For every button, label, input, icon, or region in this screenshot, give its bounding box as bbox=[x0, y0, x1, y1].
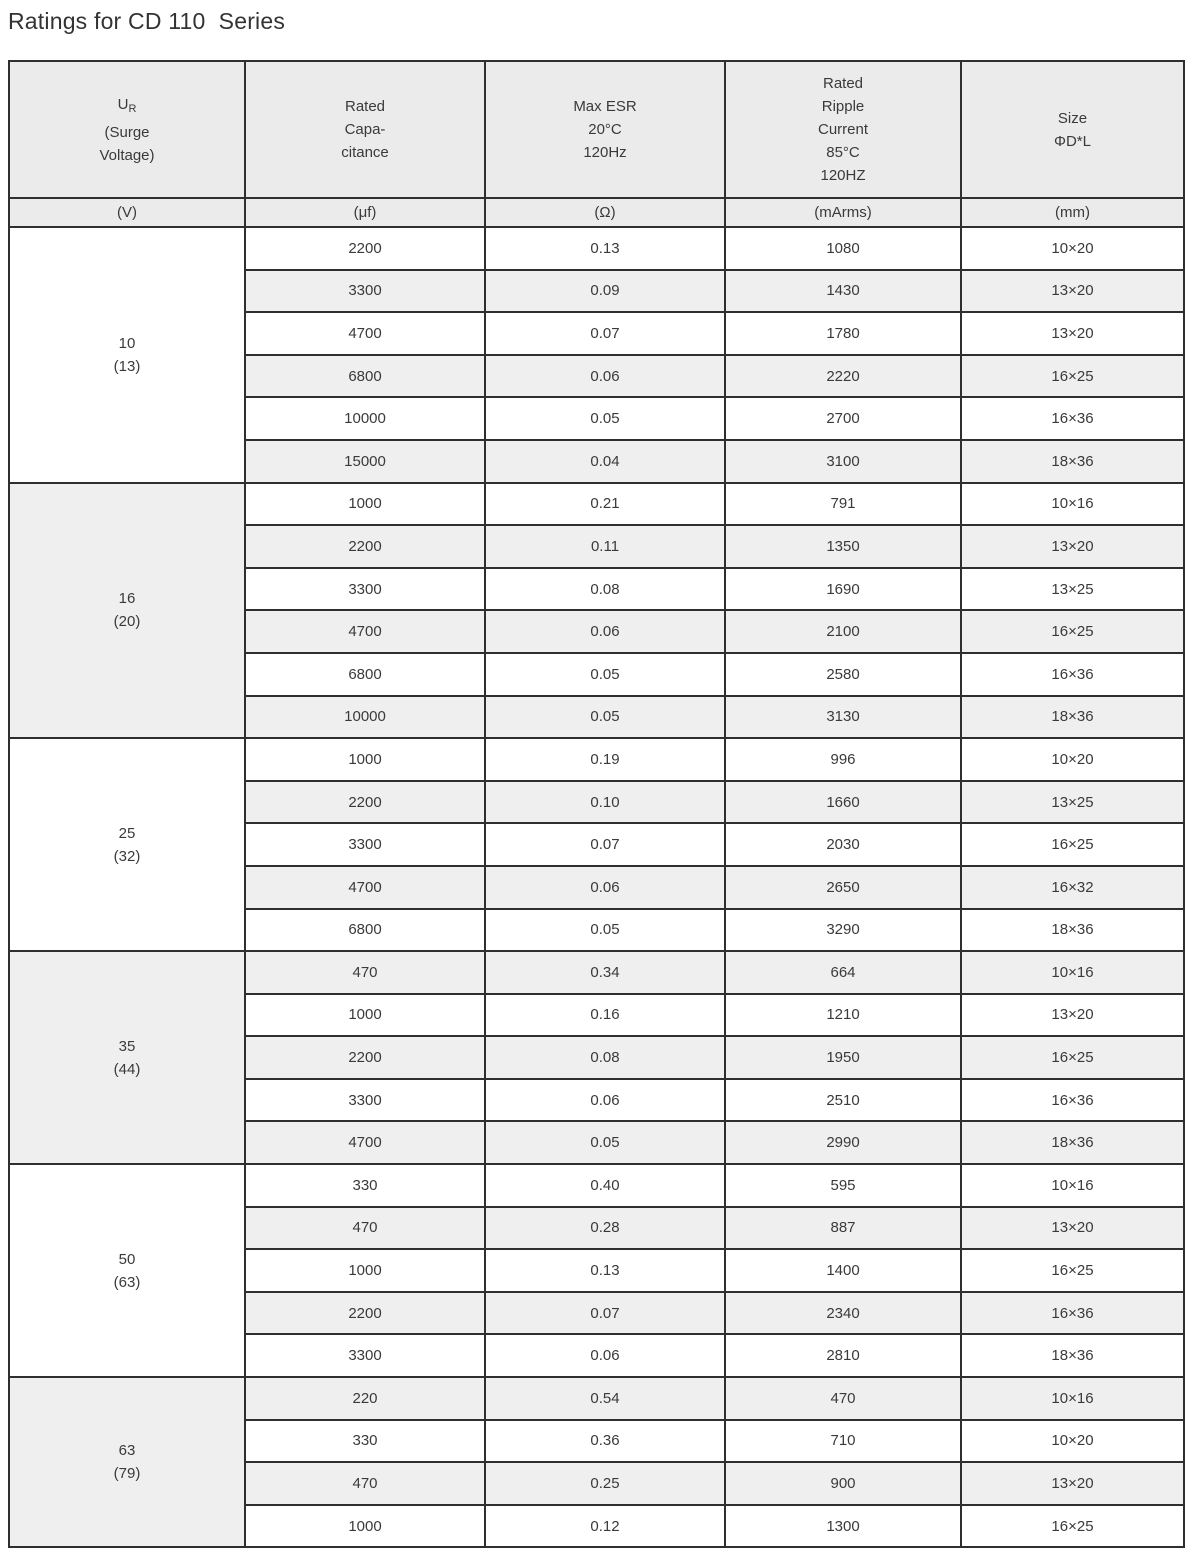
voltage-group-cell bbox=[9, 738, 245, 951]
table-row bbox=[9, 1164, 1184, 1207]
size-cell: 16×25 bbox=[961, 823, 1184, 866]
voltage-header-line: (Surge bbox=[104, 123, 150, 141]
capacitance-header-line: citance bbox=[341, 144, 389, 161]
header-row bbox=[9, 61, 1184, 198]
esr-cell: 0.13 bbox=[485, 1249, 725, 1292]
capacitance-cell: 470 bbox=[245, 1207, 485, 1250]
table-header bbox=[9, 61, 1184, 227]
ripple-header-line: 120HZ bbox=[820, 167, 866, 184]
size-header-line: ΦD*L bbox=[1054, 132, 1091, 150]
voltage-group-cell bbox=[9, 1164, 245, 1377]
table-body bbox=[9, 227, 1184, 1547]
size-cell: 18×36 bbox=[961, 696, 1184, 739]
size-cell: 13×25 bbox=[961, 568, 1184, 611]
esr-cell: 0.05 bbox=[485, 909, 725, 952]
esr-cell: 0.05 bbox=[485, 1121, 725, 1164]
ripple-cell: 1300 bbox=[725, 1505, 961, 1548]
voltage-value: 63 bbox=[118, 1442, 136, 1460]
size-cell: 13×20 bbox=[961, 994, 1184, 1037]
ripple-cell: 900 bbox=[725, 1462, 961, 1505]
esr-cell: 0.05 bbox=[485, 696, 725, 739]
size-cell: 16×32 bbox=[961, 866, 1184, 909]
esr-cell: 0.12 bbox=[485, 1505, 725, 1548]
size-cell: 10×16 bbox=[961, 483, 1184, 526]
ripple-cell: 710 bbox=[725, 1420, 961, 1463]
voltage-header-line: Voltage) bbox=[99, 146, 155, 164]
ripple-cell: 791 bbox=[725, 483, 961, 526]
esr-header-line: Max ESR bbox=[573, 98, 637, 115]
esr-cell: 0.40 bbox=[485, 1164, 725, 1207]
size-header-line: Size bbox=[1057, 109, 1088, 127]
ripple-cell: 996 bbox=[725, 738, 961, 781]
esr-cell: 0.05 bbox=[485, 653, 725, 696]
esr-cell: 0.06 bbox=[485, 355, 725, 398]
ripple-cell: 1690 bbox=[725, 568, 961, 611]
size-cell: 13×20 bbox=[961, 525, 1184, 568]
capacitance-cell: 1000 bbox=[245, 1505, 485, 1548]
ratings-table bbox=[8, 60, 1185, 1548]
table-row bbox=[9, 227, 1184, 270]
capacitance-cell: 470 bbox=[245, 1462, 485, 1505]
esr-cell: 0.25 bbox=[485, 1462, 725, 1505]
capacitance-cell: 6800 bbox=[245, 355, 485, 398]
ripple-cell: 3100 bbox=[725, 440, 961, 483]
size-cell: 13×20 bbox=[961, 1462, 1184, 1505]
surge-voltage-value: (32) bbox=[113, 847, 141, 865]
capacitance-cell: 1000 bbox=[245, 1249, 485, 1292]
ripple-cell: 3130 bbox=[725, 696, 961, 739]
ripple-cell: 3290 bbox=[725, 909, 961, 952]
surge-voltage-value: (20) bbox=[113, 613, 141, 631]
ripple-cell: 2340 bbox=[725, 1292, 961, 1335]
ripple-cell: 2100 bbox=[725, 610, 961, 653]
capacitance-cell: 4700 bbox=[245, 1121, 485, 1164]
capacitance-cell: 2200 bbox=[245, 781, 485, 824]
esr-cell: 0.09 bbox=[485, 270, 725, 313]
capacitance-cell: 3300 bbox=[245, 270, 485, 313]
size-cell: 16×25 bbox=[961, 610, 1184, 653]
size-unit-cell: (mm) bbox=[961, 198, 1184, 227]
size-cell: 16×25 bbox=[961, 355, 1184, 398]
ripple-header-line: Ripple bbox=[821, 98, 865, 115]
voltage-group-cell bbox=[9, 951, 245, 1164]
voltage-group-cell bbox=[9, 1377, 245, 1547]
voltage-value: 35 bbox=[118, 1037, 136, 1055]
size-cell: 16×25 bbox=[961, 1249, 1184, 1292]
voltage-symbol: $U_R$ bbox=[117, 95, 137, 115]
capacitance-header-line: Rated bbox=[344, 98, 386, 115]
ripple-header-line: Current bbox=[817, 121, 869, 138]
capacitance-cell: 3300 bbox=[245, 1079, 485, 1122]
esr-cell: 0.16 bbox=[485, 994, 725, 1037]
esr-cell: 0.07 bbox=[485, 312, 725, 355]
ripple-cell: 2510 bbox=[725, 1079, 961, 1122]
voltage-header-cell bbox=[9, 61, 245, 198]
size-cell: 18×36 bbox=[961, 440, 1184, 483]
esr-cell: 0.19 bbox=[485, 738, 725, 781]
units-row bbox=[9, 198, 1184, 227]
size-cell: 18×36 bbox=[961, 1334, 1184, 1377]
size-cell: 16×36 bbox=[961, 1292, 1184, 1335]
ripple-cell: 2650 bbox=[725, 866, 961, 909]
capacitance-header-cell bbox=[245, 61, 485, 198]
ripple-cell: 1780 bbox=[725, 312, 961, 355]
size-cell: 13×20 bbox=[961, 1207, 1184, 1250]
page-title: Ratings for CD 110 Series bbox=[8, 8, 286, 34]
capacitance-cell: 1000 bbox=[245, 994, 485, 1037]
ripple-header-line: 85°C bbox=[826, 144, 860, 161]
size-cell: 18×36 bbox=[961, 1121, 1184, 1164]
esr-cell: 0.08 bbox=[485, 568, 725, 611]
capacitance-cell: 10000 bbox=[245, 696, 485, 739]
ripple-cell: 1950 bbox=[725, 1036, 961, 1079]
ripple-header-line: Rated bbox=[822, 75, 864, 92]
size-cell: 13×20 bbox=[961, 312, 1184, 355]
esr-cell: 0.34 bbox=[485, 951, 725, 994]
capacitance-cell: 220 bbox=[245, 1377, 485, 1420]
esr-cell: 0.06 bbox=[485, 1334, 725, 1377]
esr-cell: 0.28 bbox=[485, 1207, 725, 1250]
ripple-cell: 1400 bbox=[725, 1249, 961, 1292]
size-cell: 16×36 bbox=[961, 653, 1184, 696]
capacitance-cell: 2200 bbox=[245, 1036, 485, 1079]
ripple-cell: 2220 bbox=[725, 355, 961, 398]
surge-voltage-value: (13) bbox=[113, 357, 141, 375]
esr-cell: 0.54 bbox=[485, 1377, 725, 1420]
ripple-cell: 1210 bbox=[725, 994, 961, 1037]
esr-cell: 0.10 bbox=[485, 781, 725, 824]
esr-cell: 0.21 bbox=[485, 483, 725, 526]
surge-voltage-value: (79) bbox=[113, 1465, 141, 1483]
capacitance-cell: 15000 bbox=[245, 440, 485, 483]
size-cell: 10×16 bbox=[961, 951, 1184, 994]
capacitance-cell: 4700 bbox=[245, 866, 485, 909]
capacitance-cell: 1000 bbox=[245, 483, 485, 526]
esr-header-line: 120Hz bbox=[583, 144, 627, 161]
ripple-cell: 1430 bbox=[725, 270, 961, 313]
voltage-group-cell bbox=[9, 483, 245, 739]
esr-cell: 0.36 bbox=[485, 1420, 725, 1463]
capacitance-unit-cell: (μf) bbox=[245, 198, 485, 227]
table-row bbox=[9, 951, 1184, 994]
esr-cell: 0.13 bbox=[485, 227, 725, 270]
voltage-value: 50 bbox=[118, 1250, 136, 1268]
capacitance-cell: 4700 bbox=[245, 610, 485, 653]
capacitance-cell: 2200 bbox=[245, 227, 485, 270]
ripple-cell: 2810 bbox=[725, 1334, 961, 1377]
capacitance-cell: 4700 bbox=[245, 312, 485, 355]
ripple-cell: 1080 bbox=[725, 227, 961, 270]
voltage-value: 16 bbox=[118, 590, 136, 608]
size-cell: 18×36 bbox=[961, 909, 1184, 952]
size-cell: 13×20 bbox=[961, 270, 1184, 313]
esr-cell: 0.04 bbox=[485, 440, 725, 483]
esr-header-line: 20°C bbox=[588, 121, 622, 138]
esr-header-cell bbox=[485, 61, 725, 198]
capacitance-cell: 2200 bbox=[245, 1292, 485, 1335]
size-cell: 10×20 bbox=[961, 1420, 1184, 1463]
size-header-cell bbox=[961, 61, 1184, 198]
size-cell: 10×20 bbox=[961, 227, 1184, 270]
ripple-cell: 2580 bbox=[725, 653, 961, 696]
capacitance-cell: 10000 bbox=[245, 397, 485, 440]
esr-cell: 0.05 bbox=[485, 397, 725, 440]
table-row bbox=[9, 483, 1184, 526]
esr-cell: 0.07 bbox=[485, 1292, 725, 1335]
table-row bbox=[9, 1377, 1184, 1420]
esr-cell: 0.06 bbox=[485, 1079, 725, 1122]
surge-voltage-value: (44) bbox=[113, 1060, 141, 1078]
ripple-header-cell bbox=[725, 61, 961, 198]
ripple-cell: 2990 bbox=[725, 1121, 961, 1164]
ripple-cell: 887 bbox=[725, 1207, 961, 1250]
esr-cell: 0.08 bbox=[485, 1036, 725, 1079]
ripple-cell: 1350 bbox=[725, 525, 961, 568]
voltage-group-cell bbox=[9, 227, 245, 483]
capacitance-cell: 6800 bbox=[245, 653, 485, 696]
size-cell: 13×25 bbox=[961, 781, 1184, 824]
voltage-value: 25 bbox=[118, 824, 136, 842]
esr-cell: 0.07 bbox=[485, 823, 725, 866]
voltage-unit-cell: (V) bbox=[9, 198, 245, 227]
table-row bbox=[9, 738, 1184, 781]
capacitance-cell: 470 bbox=[245, 951, 485, 994]
size-cell: 16×36 bbox=[961, 397, 1184, 440]
ripple-cell: 2700 bbox=[725, 397, 961, 440]
ripple-cell: 595 bbox=[725, 1164, 961, 1207]
ripple-cell: 1660 bbox=[725, 781, 961, 824]
ripple-unit-cell: (mArms) bbox=[725, 198, 961, 227]
esr-cell: 0.11 bbox=[485, 525, 725, 568]
esr-cell: 0.06 bbox=[485, 866, 725, 909]
capacitance-cell: 330 bbox=[245, 1164, 485, 1207]
size-cell: 16×36 bbox=[961, 1079, 1184, 1122]
esr-unit-cell: (Ω) bbox=[485, 198, 725, 227]
capacitance-cell: 1000 bbox=[245, 738, 485, 781]
capacitance-cell: 330 bbox=[245, 1420, 485, 1463]
size-cell: 16×25 bbox=[961, 1505, 1184, 1548]
ripple-cell: 2030 bbox=[725, 823, 961, 866]
capacitance-cell: 2200 bbox=[245, 525, 485, 568]
size-cell: 16×25 bbox=[961, 1036, 1184, 1079]
voltage-value: 10 bbox=[118, 334, 136, 352]
ripple-cell: 470 bbox=[725, 1377, 961, 1420]
surge-voltage-value: (63) bbox=[113, 1273, 141, 1291]
capacitance-cell: 3300 bbox=[245, 568, 485, 611]
ripple-cell: 664 bbox=[725, 951, 961, 994]
size-cell: 10×20 bbox=[961, 738, 1184, 781]
size-cell: 10×16 bbox=[961, 1164, 1184, 1207]
size-cell: 10×16 bbox=[961, 1377, 1184, 1420]
capacitance-cell: 6800 bbox=[245, 909, 485, 952]
esr-cell: 0.06 bbox=[485, 610, 725, 653]
capacitance-cell: 3300 bbox=[245, 823, 485, 866]
capacitance-cell: 3300 bbox=[245, 1334, 485, 1377]
capacitance-header-line: Capa- bbox=[344, 121, 386, 138]
